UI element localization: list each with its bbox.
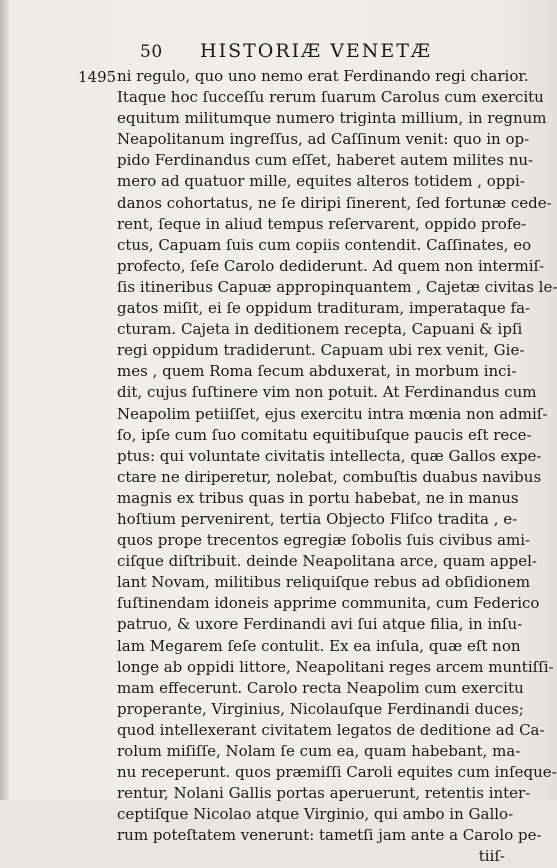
marginal-year: 1495 [78,68,117,86]
text-line: pido Ferdinandus cum eſſet, haberet autem milites nu- [117,151,534,170]
text-line: Itaque hoc ſucceſſu rerum ſuarum Carolus cum exercitu [117,88,544,107]
page-header [0,40,557,68]
running-head: HISTORIÆ VENETÆ [200,40,432,62]
text-line: cturam. Cajeta in deditionem recepta, Capuani & ipſi [117,320,523,339]
text-line: ſuſtinendam idoneis apprime communita, cum Federico [117,594,540,613]
text-line: ctus, Capuam ſuis cum copiis contendit. Caſſinates, eo [117,235,532,254]
body-text [117,66,557,868]
text-line: gatos miſit, ei ſe oppidum tradituram, imperataque fa- [117,299,531,318]
text-line: hoſtium pervenirent, tertia Objecto Fliſco tradita , e- [117,509,518,528]
text-line: profecto, ſeſe Carolo dediderunt. Ad quem non intermiſ- [117,256,545,275]
text-line: rolum miſiſſe, Nolam ſe cum ea, quam habebant, ma- [117,742,521,760]
text-line: Neapolim petiiſſet, ejus exercitu intra mœnia non admiſ- [117,404,548,423]
text-line: quod intellexerant civitatem legatos de deditione ad Ca- [117,720,545,739]
text-line: Neapolitanum ingreſſus, ad Caſſinum venit: quo in op- [117,130,530,149]
text-line: properante, Virginius, Nicolauſque Ferdinandi duces; [117,699,524,718]
text-line: mes , quem Roma ſecum abduxerat, in morbum inci- [117,362,517,381]
text-line: tiiſ- [478,847,505,866]
text-line: danos cohortatus, ne ſe diripi ſinerent, ſed fortunæ cede- [117,193,552,212]
text-line: regi oppidum tradiderunt. Capuam ubi rex venit, Gie- [117,341,525,360]
text-line: ciſque diſtribuit. deinde Neapolitana arce, quam appel- [117,552,537,571]
text-line: lant Novam, militibus reliquiſque rebus ad obſidionem [117,573,531,592]
text-line: mero ad quatuor mille, equites alteros totidem , oppi- [117,172,525,191]
text-line: ſis itineribus Capuæ appropinquantem , Cajetæ civitas le- [117,277,557,296]
text-line: lam Megarem ſeſe contulit. Ex ea inſula, quæ eſt non [117,636,521,655]
text-line: quos prope trecentos egregiæ ſobolis ſuis civibus ami- [117,531,531,550]
text-line: ceptiſque Nicolao atque Virginio, qui ambo in Gallo- [117,805,514,824]
text-line: rum poteſtatem venerunt: tametſi jam ante a Carolo pe- [117,826,542,845]
gutter-shadow [0,0,10,800]
text-line: mam effecerunt. Carolo recta Neapolim cum exercitu [117,678,524,697]
text-line: equitum militumque numero triginta millium, in regnum [117,109,547,128]
text-line: rentur, Nolani Gallis portas aperuerunt, retentis inter- [117,784,531,803]
text-line: nu receperunt. quos præmiſſi Caroli equites cum inſeque- [117,763,557,782]
text-line: rent, ſeque in aliud tempus reſervarent, oppido profe- [117,214,527,233]
text-line: dit, cujus ſuſtinere vim non potuit. At Ferdinandus cum [117,383,537,402]
text-line: longe ab oppidi littore, Neapolitani reges arcem muntiſſi- [117,657,554,676]
text-line: ptus: qui voluntate civitatis intellecta, quæ Gallos expe- [117,446,542,465]
text-line: patruo, & uxore Ferdinandi avi ſui atque filia, in inſu- [117,615,523,634]
text-line: ni regulo, quo uno nemo erat Ferdinando regi charior. [117,67,529,85]
page-number: 50 [140,42,163,62]
text-line: ſo, ipſe cum ſuo comitatu equitibuſque paucis eſt rece- [117,425,532,444]
text-line: magnis ex tribus quas in portu habebat, ne in manus [117,488,519,507]
text-line: ctare ne diriperetur, nolebat, combuſtis duabus navibus [117,467,542,486]
